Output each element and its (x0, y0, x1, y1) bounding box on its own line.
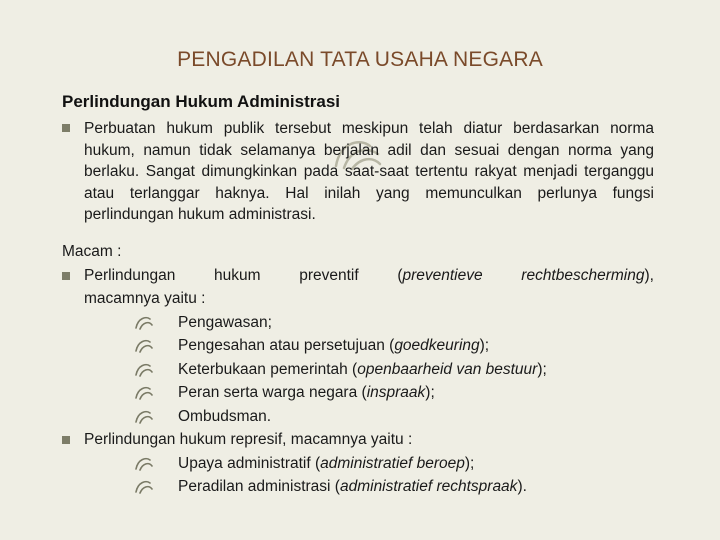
preventif-item: Peran serta warga negara (inspraak); (62, 381, 654, 405)
preventif-item: Keterbukaan pemerintah (openbaarheid van bestuur); (62, 358, 654, 382)
curl-bullet-icon (134, 361, 154, 377)
preventif-term-1: (preventieve (397, 266, 483, 284)
curl-bullet-icon (134, 478, 154, 494)
curl-bullet-icon (134, 455, 154, 471)
curl-bullet-icon (134, 384, 154, 400)
paragraph-text: Perbuatan hukum publik tersebut meskipun telah diatur berdasarkan norma hukum, namun tidak selamanya berjalan adil dan sesuai dengan norma yang berlaku. Sangat dimungkinkan pada saat-saat tertentu rakyat menjadi terganggu atau terlanggar haknya. Hal inilah yang memunculkan perlunya fungsi perlindungan hukum administrasi. (84, 120, 654, 224)
curl-bullet-icon (134, 408, 154, 424)
square-bullet-icon (62, 272, 70, 280)
represif-bullet: Perlindungan hukum represif, macamnya yaitu : (62, 428, 654, 452)
slide-title: PENGADILAN TATA USAHA NEGARA (177, 48, 543, 71)
represif-item: Upaya administratif (administratief beroep); (62, 452, 654, 476)
curl-bullet-icon (134, 314, 154, 330)
represif-item: Peradilan administrasi (administratief rechtspraak). (62, 475, 654, 499)
preventif-item: Ombudsman. (62, 405, 654, 429)
preventif-term-2: rechtbescherming), (521, 266, 654, 284)
square-bullet-icon (62, 124, 70, 132)
square-bullet-icon (62, 436, 70, 444)
section-heading: Perlindungan Hukum Administrasi (62, 92, 341, 111)
preventif-item: Pengawasan; (62, 311, 654, 335)
curl-bullet-icon (134, 337, 154, 353)
types-section (62, 240, 654, 499)
bullet-paragraph (62, 118, 654, 226)
preventif-item: Pengesahan atau persetujuan (goedkeuring); (62, 334, 654, 358)
preventif-word-3: preventif (299, 266, 359, 284)
types-label: Macam : (62, 243, 122, 260)
preventif-word-2: hukum (214, 266, 261, 284)
preventif-bullet (62, 264, 654, 288)
preventif-word-1: Perlindungan (84, 266, 176, 284)
preventif-cont: macamnya yaitu : (84, 290, 206, 307)
